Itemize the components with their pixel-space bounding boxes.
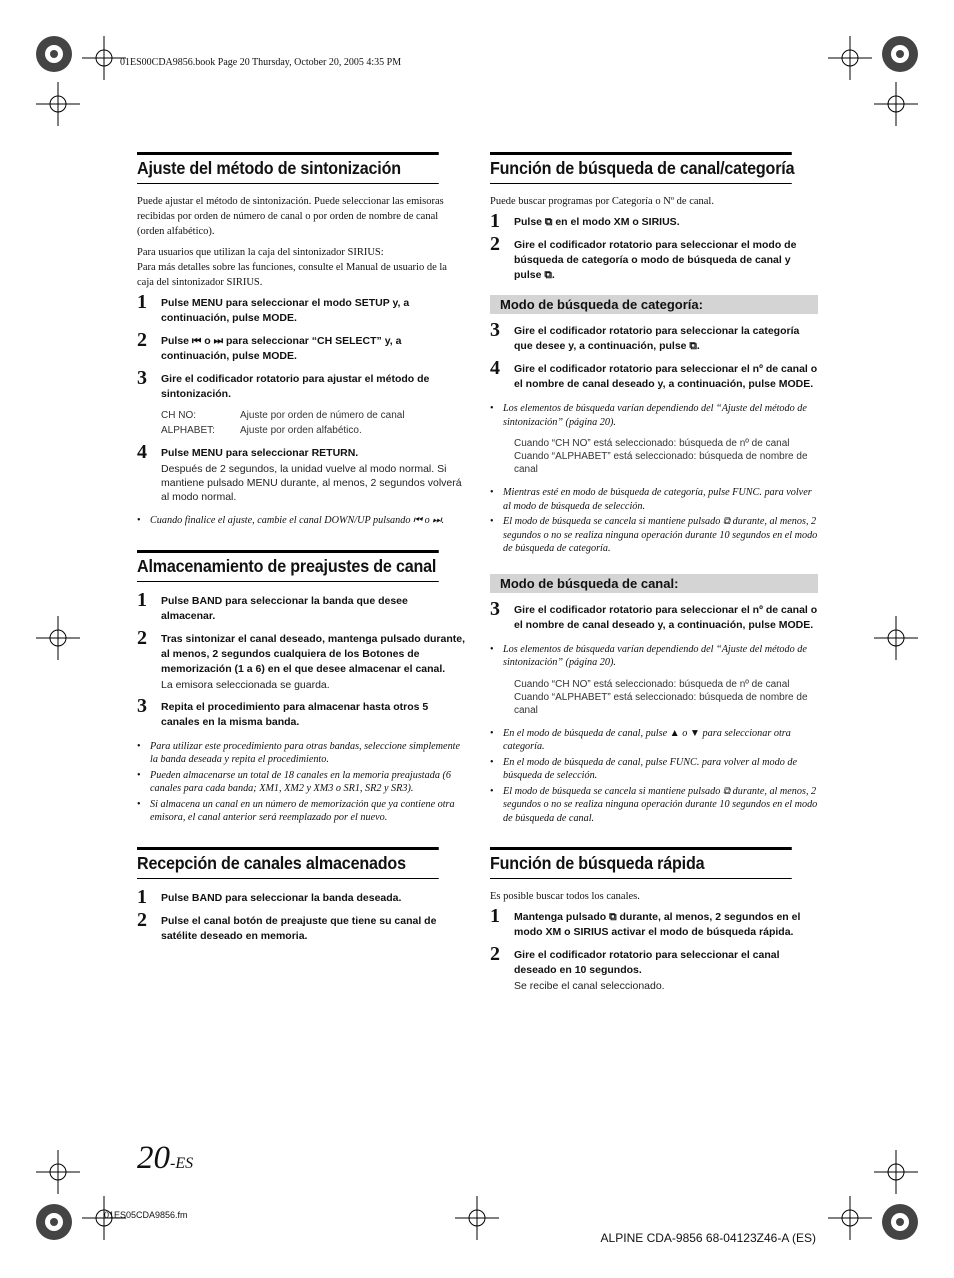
section-title: Almacenamiento de preajustes de canal: [137, 550, 439, 582]
notes: [490, 486, 818, 556]
step-text: Repita el procedimiento para almacenar hasta otros 5 canales en la misma banda.: [161, 700, 429, 728]
page-number-value: 20: [137, 1140, 170, 1176]
indented-note: [514, 678, 818, 717]
indented-note: [514, 437, 818, 476]
step-text: Gire el codificador rotatorio para ajustar el método de sintonización.: [161, 373, 430, 400]
crosshair-mark-icon: [874, 82, 918, 126]
step: [490, 233, 818, 283]
step: [490, 905, 818, 940]
option-row: [161, 423, 465, 438]
step-text: Pulse BAND para seleccionar la banda deseada.: [161, 891, 402, 904]
footer-model-code: ALPINE CDA-9856 68-04123Z46-A (ES): [600, 1231, 816, 1245]
notes: [137, 740, 465, 825]
option-list: [161, 408, 465, 438]
step: [137, 367, 465, 438]
step-text: Pulse MENU para seleccionar el modo SETUP y, a continuación, pulse MODE.: [161, 297, 410, 324]
step: [137, 626, 465, 692]
step-number: 1: [490, 210, 500, 232]
note: • Para utilizar este procedimiento para otras bandas, seleccione simplemente la banda deseada y repita el procedimiento.: [137, 740, 465, 767]
step-text: Pulse BAND para seleccionar la banda que desee almacenar.: [161, 594, 408, 622]
footer-filename: 01ES05CDA9856.fm: [104, 1210, 188, 1220]
option-row: [161, 408, 465, 423]
registration-mark-icon: [32, 1200, 76, 1244]
registration-mark-icon: [878, 32, 922, 76]
step-text: Mantenga pulsado ⧉ durante, al menos, 2 segundos en el modo XM o SIRIUS activar el modo de búsqueda rápida.: [514, 911, 801, 938]
step: [137, 441, 465, 504]
step-detail: Después de 2 segundos, la unidad vuelve al modo normal. Si mantiene pulsado MENU durante, al menos, 2 segundos volverá al modo normal.: [161, 463, 462, 503]
note: • Mientras esté en modo de búsqueda de categoría, pulse FUNC. para volver al modo de búsqueda de selección.: [490, 486, 818, 513]
step-number: 2: [490, 233, 500, 255]
section-title: Función de búsqueda de canal/categoría: [490, 152, 792, 184]
step-text: Gire el codificador rotatorio para seleccionar el canal deseado en 10 segundos.: [514, 949, 780, 976]
step: [490, 210, 818, 232]
step: [490, 943, 818, 993]
crosshair-mark-icon: [874, 1150, 918, 1194]
notes: [137, 514, 465, 528]
intro-text: Es posible buscar todos los canales.: [490, 891, 640, 902]
note: • El modo de búsqueda se cancela si mantiene pulsado ⧉ durante, al menos, 2 segundos o no se realiza ninguna operación durante 10 segundos en el modo de búsqueda de canal.: [490, 785, 818, 826]
notes: [490, 643, 818, 670]
note-line: Cuando “CH NO” está seleccionado: búsqueda de nº de canal: [514, 678, 790, 690]
step-text: Gire el codificador rotatorio para seleccionar la categoría que desee y, a continuación, pulse ⧉.: [514, 325, 800, 352]
option-key: CH NO:: [161, 410, 196, 421]
print-header-meta: 01ES00CDA9856.book Page 20 Thursday, October 20, 2005 4:35 PM: [120, 57, 402, 68]
step-number: 4: [490, 357, 500, 379]
step-text: Pulse MENU para seleccionar RETURN.: [161, 447, 359, 459]
note: • Los elementos de búsqueda varían dependiendo del “Ajuste del método de sintonización” (página 20).: [490, 402, 818, 429]
crosshair-mark-icon: [36, 1150, 80, 1194]
step-number: 1: [137, 588, 147, 611]
section-tuning-method: [137, 152, 465, 528]
step-text: Pulse el canal botón de preajuste que tiene su canal de satélite deseado en memoria.: [161, 914, 437, 942]
section-title: Recepción de canales almacenados: [137, 847, 439, 879]
note: • Cuando finalice el ajuste, cambie el canal DOWN/UP pulsando ⏮ o ⏭.: [137, 514, 465, 528]
step-number: 1: [137, 885, 147, 908]
note: • Pueden almacenarse un total de 18 canales en la memoria preajustada (6 canales para cada banda; XM1, XM2 y XM3 o SR1, SR2 y SR3).: [137, 769, 465, 796]
step-text: Gire el codificador rotatorio para seleccionar el modo de búsqueda de categoría o modo de búsqueda de canal y pulse ⧉.: [514, 239, 797, 281]
step-detail: La emisora seleccionada se guarda.: [161, 678, 330, 691]
intro-text: Puede ajustar el método de sintonización. Puede seleccionar las emisoras recibidas por orden de número de canal o por orden de nombre de canal (orden alfabético).: [137, 196, 444, 237]
step-text: Pulse ⏮ o ⏭ para seleccionar “CH SELECT” y, a continuación, pulse MODE.: [161, 335, 402, 362]
option-value: Ajuste por orden de número de canal: [240, 410, 405, 421]
crosshair-mark-icon: [36, 82, 80, 126]
intro-text: Para usuarios que utilizan la caja del sintonizador SIRIUS:: [137, 247, 384, 258]
note-line: Cuando “ALPHABET” está seleccionado: búsqueda de nombre de canal: [514, 691, 808, 716]
step-number: 2: [137, 908, 147, 931]
step-text: Gire el codificador rotatorio para seleccionar el nº de canal o el nombre de canal deseado y, a continuación, pulse MODE.: [514, 363, 818, 390]
step-number: 2: [137, 329, 147, 351]
intro-text: Para más detalles sobre las funciones, consulte el Manual de usuario de la caja del sintonizador SIRIUS.: [137, 262, 447, 288]
step-number: 4: [137, 441, 147, 463]
left-column: [137, 152, 465, 966]
note: • Si almacena un canal en un número de memorización que ya contiene otra emisora, el canal anterior será reemplazado por el nuevo.: [137, 798, 465, 825]
note-line: Cuando “ALPHABET” está seleccionado: búsqueda de nombre de canal: [514, 451, 808, 475]
section-title: Función de búsqueda rápida: [490, 847, 792, 879]
step: [490, 319, 818, 354]
step: [490, 597, 818, 633]
note: • En el modo de búsqueda de canal, pulse ▲ o ▼ para seleccionar otra categoría.: [490, 727, 818, 754]
note: • Los elementos de búsqueda varían dependiendo del “Ajuste del método de sintonización” (página 20).: [490, 643, 818, 670]
step: [490, 357, 818, 392]
step: [137, 885, 465, 908]
step-text: Gire el codificador rotatorio para seleccionar el nº de canal o el nombre de canal deseado y, a continuación, pulse MODE.: [514, 603, 818, 631]
crosshair-mark-icon: [874, 616, 918, 660]
subsection-heading: Modo de búsqueda de categoría:: [490, 295, 818, 314]
step-detail: Se recibe el canal seleccionado.: [514, 980, 665, 992]
step: [137, 588, 465, 624]
subsection-heading: Modo de búsqueda de canal:: [490, 574, 818, 593]
note-line: Cuando “CH NO” está seleccionado: búsqueda de nº de canal: [514, 438, 790, 449]
option-value: Ajuste por orden alfabético.: [240, 425, 362, 436]
intro-text: Puede buscar programas por Categoría o Nº de canal.: [490, 196, 714, 207]
page-number: [137, 1140, 193, 1177]
crosshair-mark-icon: [828, 36, 872, 80]
notes: [490, 727, 818, 826]
section-title: Ajuste del método de sintonización: [137, 152, 439, 184]
registration-mark-icon: [878, 1200, 922, 1244]
step-number: 3: [490, 319, 500, 341]
step-text: Tras sintonizar el canal deseado, mantenga pulsado durante, al menos, 2 segundos cualquiera de los Botones de memorización (1 a 6) en el que desee almacenar el canal.: [161, 632, 465, 675]
note: • En el modo de búsqueda de canal, pulse FUNC. para volver al modo de búsqueda de selección.: [490, 756, 818, 783]
registration-mark-icon: [32, 32, 76, 76]
step-number: 1: [490, 905, 500, 927]
step-number: 3: [490, 597, 500, 620]
section-preset-storage: [137, 550, 465, 825]
page-number-suffix: -ES: [170, 1155, 194, 1172]
step: [137, 694, 465, 730]
option-key: ALPHABET:: [161, 425, 215, 436]
section-category-search: [490, 152, 818, 825]
step-text: Pulse ⧉ en el modo XM o SIRIUS.: [514, 216, 680, 228]
crosshair-mark-icon: [455, 1196, 499, 1240]
note: • El modo de búsqueda se cancela si mantiene pulsado ⧉ durante, al menos, 2 segundos o no se realiza ninguna operación durante 10 segundos en el modo de búsqueda de categoría.: [490, 515, 818, 556]
step-number: 2: [137, 626, 147, 649]
crosshair-mark-icon: [36, 616, 80, 660]
step: [137, 329, 465, 364]
crosshair-mark-icon: [828, 1196, 872, 1240]
notes: [490, 402, 818, 429]
step: [137, 908, 465, 944]
step-number: 2: [490, 943, 500, 965]
section-stored-channels: [137, 847, 465, 944]
right-column: [490, 152, 818, 1015]
section-quick-search: [490, 847, 818, 993]
step: [137, 291, 465, 326]
step-number: 3: [137, 367, 147, 389]
step-number: 1: [137, 291, 147, 313]
step-number: 3: [137, 694, 147, 717]
